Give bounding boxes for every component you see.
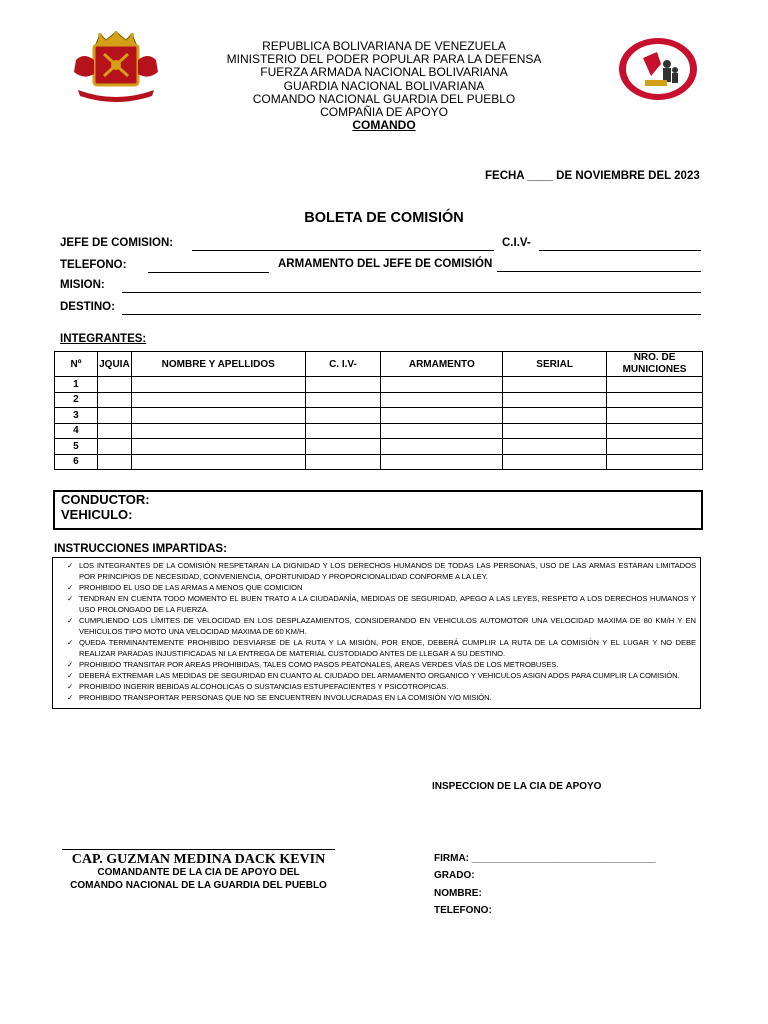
date-field[interactable]: FECHA ____ DE NOVIEMBRE DEL 2023: [485, 170, 700, 182]
checkmark-icon: ✓: [67, 671, 74, 680]
table-cell[interactable]: [131, 377, 305, 393]
table-row: [55, 408, 703, 424]
header-line-4: GUARDIA NACIONAL BOLIVARIANA: [283, 78, 485, 93]
col-header-jquia: JQUIA: [97, 352, 131, 377]
table-cell[interactable]: [381, 392, 503, 408]
table-cell[interactable]: [97, 454, 131, 470]
col-header-armamento: ARMAMENTO: [381, 352, 503, 377]
header-line-5: COMANDO NACIONAL GUARDIA DEL PUEBLO: [252, 91, 516, 106]
table-row: [55, 392, 703, 408]
nombre-field[interactable]: NOMBRE:: [434, 888, 482, 899]
list-item: ✓ TENDRAN EN CUENTA TODO MOMENTO EL BUEN TRATO A LA CIUDADANÍA, MEDIDAS DE SEGURIDAD, APEGO A LAS LEYES, RESPETO A LOS DERECHOS HUMANOS Y USO PROLONGADO DE LA FUERZA.: [67, 594, 696, 614]
list-item: ✓ PROHIBIDO EL USO DE LAS ARMAS A MENOS QUE COMICION: [67, 583, 303, 592]
table-cell[interactable]: [131, 454, 305, 470]
table-cell[interactable]: [503, 439, 607, 455]
document-title: BOLETA DE COMISIÓN: [304, 210, 464, 226]
instrucciones-label: INSTRUCCIONES IMPARTIDAS:: [54, 543, 227, 555]
table-cell[interactable]: [131, 408, 305, 424]
checkmark-icon: ✓: [67, 682, 74, 691]
instrucciones-list: [52, 557, 701, 709]
table-row: [55, 439, 703, 455]
table-cell[interactable]: [131, 392, 305, 408]
table-row: [55, 454, 703, 470]
conductor-vehiculo-box[interactable]: [53, 490, 703, 530]
telefono-label: TELEFONO:: [60, 259, 127, 271]
table-cell[interactable]: [607, 377, 703, 393]
row-number: 2: [55, 392, 98, 408]
header-line-3: FUERZA ARMADA NACIONAL BOLIVARIANA: [260, 65, 508, 80]
telefono-field-bottom[interactable]: TELEFONO:: [434, 905, 492, 916]
col-header-serial: SERIAL: [503, 352, 607, 377]
table-cell[interactable]: [503, 454, 607, 470]
header-line-6: COMPAÑIA DE APOYO: [320, 105, 448, 120]
table-row: [55, 423, 703, 439]
institution-header: [0, 40, 768, 132]
checkmark-icon: ✓: [67, 583, 74, 592]
checkmark-icon: ✓: [67, 660, 74, 669]
row-number: 4: [55, 423, 98, 439]
row-number: 3: [55, 408, 98, 424]
list-item: ✓ PROHIBIDO TRANSITAR POR AREAS PROHIBIDAS, TALES COMO PASOS PEATONALES, AREAS VERDES VÍAS DE LOS METROBUSES.: [67, 660, 559, 669]
list-item: ✓ DEBERÁ EXTREMAR LAS MEDIDAS DE SEGURIDAD EN CUANTO AL CIUDADO DEL ARMAMENTO ORGANICO Y VEHICULOS ASIGN ADOS PARA CUMPLIR LA COMISIÓN.: [67, 671, 680, 680]
conductor-label: CONDUCTOR:: [61, 492, 150, 507]
table-cell[interactable]: [607, 439, 703, 455]
grado-field[interactable]: GRADO:: [434, 870, 475, 881]
table-cell[interactable]: [381, 408, 503, 424]
armamento-label: ARMAMENTO DEL JEFE DE COMISIÓN: [278, 258, 493, 270]
table-cell[interactable]: [607, 392, 703, 408]
table-cell[interactable]: [607, 423, 703, 439]
table-row: [55, 377, 703, 393]
inspeccion-label: INSPECCION DE LA CIA DE APOYO: [432, 781, 602, 792]
col-header-civ: C. I.V-: [305, 352, 381, 377]
checkmark-icon: ✓: [67, 638, 74, 647]
col-header-municiones: NRO. DE MUNICIONES: [607, 352, 703, 377]
col-header-no: Nº: [55, 352, 98, 377]
table-cell[interactable]: [381, 454, 503, 470]
list-item: ✓ QUEDA TERMINANTEMENTE PROHIBIDO DESVIARSE DE LA RUTA Y LA MISIÓN, POR ENDE, DEBERÁ CUMPLIR LA RUTA DE LA COMISIÓN Y EL LUGAR Y NO DEBE REALIZAR PARADAS INJUSTIFICADAS NI LA ENTREGA DE MATERIAL CUSTODIADO ANTES DE LLEGAR A SU DESTINO.: [67, 638, 696, 658]
table-cell[interactable]: [305, 392, 381, 408]
table-cell[interactable]: [97, 423, 131, 439]
table-cell[interactable]: [131, 423, 305, 439]
civ-field[interactable]: [539, 250, 701, 251]
mision-label: MISION:: [60, 279, 105, 291]
table-cell[interactable]: [305, 408, 381, 424]
table-cell[interactable]: [305, 454, 381, 470]
table-cell[interactable]: [305, 377, 381, 393]
table-cell[interactable]: [607, 454, 703, 470]
list-item: ✓ PROHIBIDO INGERIR BEBIDAS ALCOHOLICAS O SUSTANCIAS ESTUPEFACIENTES Y PSICOTROPICAS.: [67, 682, 449, 691]
signer-role-1: COMANDANTE DE LA CIA DE APOYO DEL: [97, 867, 300, 878]
table-cell[interactable]: [381, 423, 503, 439]
list-item: ✓ PROHIBIDO TRANSPORTAR PERSONAS QUE NO SE ENCUENTREN INVOLUCRADAS EN LA COMISIÓN Y/O MISIÓN.: [67, 693, 492, 702]
table-cell[interactable]: [97, 439, 131, 455]
signer-role-2: COMANDO NACIONAL DE LA GUARDIA DEL PUEBLO: [70, 880, 327, 891]
checkmark-icon: ✓: [67, 561, 74, 570]
table-cell[interactable]: [97, 408, 131, 424]
signature-line[interactable]: [62, 849, 335, 850]
table-cell[interactable]: [131, 439, 305, 455]
armamento-field[interactable]: [497, 271, 701, 272]
table-header-row: [55, 352, 703, 377]
jefe-label: JEFE DE COMISION:: [60, 237, 174, 249]
destino-label: DESTINO:: [60, 301, 115, 313]
table-cell[interactable]: [503, 423, 607, 439]
table-cell[interactable]: [381, 377, 503, 393]
table-cell[interactable]: [503, 377, 607, 393]
integrantes-label: INTEGRANTES:: [60, 333, 147, 345]
checkmark-icon: ✓: [67, 693, 74, 702]
row-number: 5: [55, 439, 98, 455]
signer-name: CAP. GUZMAN MEDINA DACK KEVIN: [71, 852, 326, 867]
table-cell[interactable]: [381, 439, 503, 455]
table-cell[interactable]: [97, 377, 131, 393]
destino-field[interactable]: [122, 314, 701, 315]
civ-label: C.I.V-: [502, 237, 531, 249]
table-cell[interactable]: [607, 408, 703, 424]
header-line-1: REPUBLICA BOLIVARIANA DE VENEZUELA: [262, 39, 506, 53]
header-line-2: MINISTERIO DEL PODER POPULAR PARA LA DEFENSA: [226, 52, 542, 67]
row-number: 6: [55, 454, 98, 470]
mision-field[interactable]: [122, 292, 701, 293]
col-header-nombre: NOMBRE Y APELLIDOS: [131, 352, 305, 377]
vehiculo-label: VEHICULO:: [61, 507, 133, 522]
checkmark-icon: ✓: [67, 616, 74, 625]
telefono-field[interactable]: [148, 272, 269, 273]
table-cell[interactable]: [97, 392, 131, 408]
list-item: ✓ LOS INTEGRANTES DE LA COMISIÓN RESPETARAN LA DIGNIDAD Y LOS DERECHOS HUMANOS DE TODAS LAS PERSONAS, USO DE LAS ARMAS ESTARAN LIMITADOS POR PRINCIPIOS DE NECESIDAD, CONVENIENCIA, OPORTUNIDAD Y PROPORCIONALIDAD CONFORME A LA LEY.: [67, 561, 696, 581]
firma-field[interactable]: FIRMA: _________________________________: [434, 853, 656, 864]
integrantes-table: [54, 351, 703, 470]
table-cell[interactable]: [305, 439, 381, 455]
row-number: 1: [55, 377, 98, 393]
jefe-field[interactable]: [192, 250, 494, 251]
table-cell[interactable]: [503, 392, 607, 408]
table-cell[interactable]: [305, 423, 381, 439]
list-item: ✓ CUMPLIENDO LOS LÍMITES DE VELOCIDAD EN LOS DESPLAZAMIENTOS, CONSIDERANDO EN VEHICULOS AUTOMOTOR UNA VELOCIDAD MAXIMA DE 80 KM/H Y EN VEHICULOS TIPO MOTO UNA VELOCIDAD MAXIMA DE 60 KM/H.: [67, 616, 696, 636]
header-line-7: COMANDO: [352, 118, 416, 133]
checkmark-icon: ✓: [67, 594, 74, 603]
table-cell[interactable]: [503, 408, 607, 424]
